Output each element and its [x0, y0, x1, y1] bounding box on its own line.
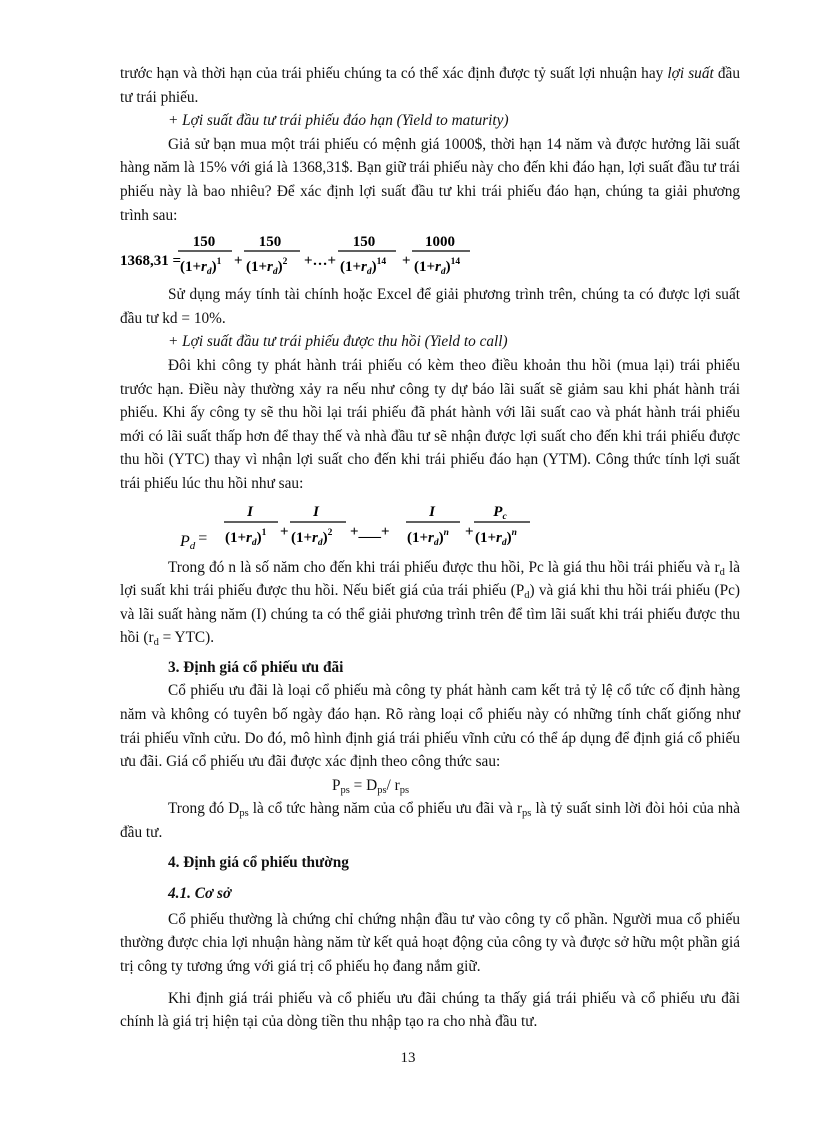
paragraph-preferred-explain: Trong đó $D_{ps}$ là cổ tức hàng năm của cổ phiếu ưu đãi và $r_{ps}$ là tỷ suất sinh lời đòi hỏi của nhà đầu tư. [120, 800, 740, 842]
svg-text:+: + [280, 523, 289, 540]
svg-text:(1+rd)n: $(1+r_d)^n$ [475, 527, 517, 548]
formula-pd: Pd = [180, 529, 208, 552]
svg-text:I: I [429, 503, 435, 520]
formula-ytm-svg [120, 229, 520, 279]
paragraph-ytm-example: Giả sử bạn mua một trái phiếu có mệnh giá 1000$, thời hạn 14 năm và được hưởng lãi suất hàng năm là 15% với giá là 1368,31$. Bạn giữ trái phiếu này cho đến khi đáo hạn, lợi suất đầu tư trái phiếu này là bao nhiêu? Để xác định lợi suất đầu tư khi trái phiếu đáo hạn, chúng ta giải phương trình sau: [120, 135, 740, 224]
formula-lhs: 1368,31 = [120, 253, 182, 270]
formula-ytc-svg [120, 498, 540, 552]
svg-text:+: + [234, 253, 243, 270]
ytc-title: + Lợi suất đầu tư trái phiếu được thu hồi (Yield to call) [168, 333, 508, 351]
svg-text:I: I [247, 503, 253, 520]
denominator-4: $(1+r_d)^{14}$ [414, 257, 461, 278]
formula-ytm [120, 229, 740, 279]
paragraph-common-stock: Cổ phiếu thường là chứng chỉ chứng nhận đầu tư vào công ty cổ phần. Người mua cổ phiếu thường được chia lợi nhuận hàng năm từ kết quả hoạt động của công ty và được sở hữu một phần giá trị công ty tương ứng với giá trị cổ phiếu họ đang nắm giữ. [120, 910, 740, 975]
svg-text:(1+rd)1: $(1+r_d)^1$ [225, 527, 267, 548]
formula-ytc [120, 498, 740, 552]
paragraph-ytc: Đôi khi công ty phát hành trái phiếu có kèm theo điều khoản thu hồi (mua lại) trái phiếu trước hạn. Điều này thường xảy ra nếu như công ty dự báo lãi suất sẽ giảm sau khi phát hành trái phiếu. Khi ấy công ty sẽ thu hồi lại trái phiếu đã phát hành với lãi suất cao và phát hành trái phiếu mới có lãi suất thấp hơn để thay thế và nhà đầu tư sẽ nhận được lợi suất cho đến khi trái phiếu được thu hồi (YTC) thay vì nhận lợi suất cho đến khi trái phiếu đáo hạn (YTM). Công thức tính lợi suất trái phiếu lúc thu hồi như sau: [120, 356, 740, 492]
svg-text:Pc: $P_c$ [493, 503, 507, 522]
paragraph-solution: Sử dụng máy tính tài chính hoặc Excel để giải phương trình trên, chúng ta có được lợi suất đầu tư kd = 10%. [120, 286, 740, 327]
numerator-2: 150 [258, 234, 282, 251]
formula-preferred: $P_{ps} = D_{ps}/$ $r_{ps}$ [332, 776, 410, 796]
denominator-1: $(1+r_d)^1$ [180, 257, 222, 278]
paragraph-ytc-explain: Trong đó n là số năm cho đến khi trái phiếu được thu hồi, Pc là giá thu hồi trái phiếu và $r_d$ là lợi suất khi trái phiếu được thu hồi. Nếu biết giá của trái phiếu $(P_d)$ và giá khi thu hồi trái phiếu (Pc) và lãi suất hàng năm (I) chúng ta có thể giải phương trình trên để tìm lãi suất khi trái phiếu được thu hồi $(r_d = YTC)$. [120, 558, 740, 649]
svg-text:+: + [402, 253, 411, 270]
heading-basis: 4.1. Cơ sở [168, 885, 232, 903]
document-page [120, 62, 740, 1034]
paragraph-valuation: Khi định giá trái phiếu và cổ phiếu ưu đãi chúng ta thấy giá trái phiếu và cổ phiếu ưu đãi chính là giá trị hiện tại của dòng tiền thu nhập tạo ra cho nhà đầu tư. [120, 989, 740, 1031]
svg-text:(1+rd)n: $(1+r_d)^n$ [407, 527, 449, 548]
numerator-3: 150 [352, 234, 376, 251]
numerator-4: 1000 [425, 234, 455, 251]
svg-text:+: + [465, 523, 474, 540]
svg-text:+___+: +___+ [350, 523, 390, 540]
svg-text:I: I [313, 503, 319, 520]
heading-common-stock: 4. Định giá cổ phiếu thường [168, 853, 349, 871]
page-number: 13 [400, 1050, 416, 1066]
denominator-3: $(1+r_d)^{14}$ [340, 257, 387, 278]
ytm-title: + Lợi suất đầu tư trái phiếu đáo hạn (Yield to maturity) [168, 112, 509, 130]
ellipsis-sum: +…+ [304, 253, 337, 270]
heading-preferred-stock: 3. Định giá cổ phiếu ưu đãi [168, 658, 344, 676]
numerator-1: 150 [192, 234, 216, 251]
denominator-2: $(1+r_d)^2$ [246, 257, 288, 278]
svg-text:(1+rd)2: $(1+r_d)^2$ [291, 527, 333, 548]
paragraph-intro: trước hạn và thời hạn của trái phiếu chúng ta có thể xác định được tỷ suất lợi nhuận hay lợi suất đầu tư trái phiếu. [120, 65, 740, 106]
italic-term: lợi suất [667, 65, 714, 82]
paragraph-preferred-stock: Cổ phiếu ưu đãi là loại cổ phiếu mà công ty phát hành cam kết trả tỷ lệ cổ tức cố định hàng năm và không có tuyên bố ngày đáo hạn. Rõ ràng loại cổ phiếu này có những tính chất giống như trái phiếu vĩnh cửu. Do đó, mô hình định giá trái phiếu vĩnh cửu có thể áp dụng để định giá cổ phiếu ưu đãi. Giá cổ phiếu ưu đãi được xác định theo công thức sau: [120, 682, 740, 771]
